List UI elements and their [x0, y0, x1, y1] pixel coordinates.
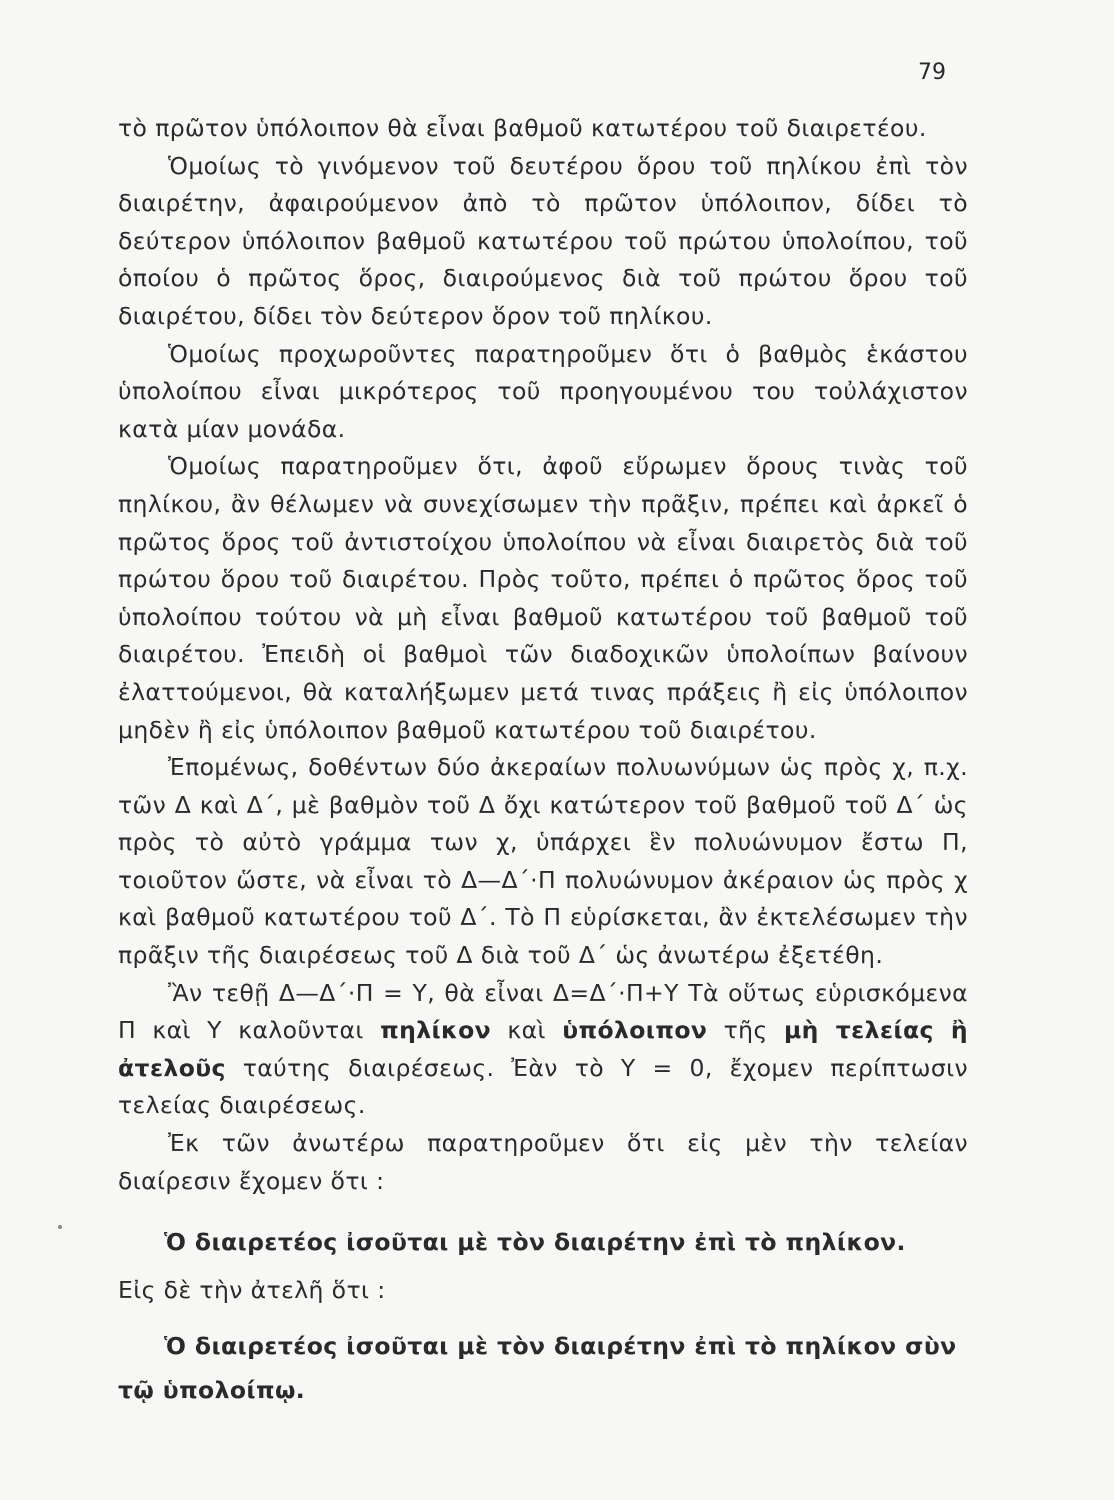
paragraph-quotient-remainder: [118, 975, 968, 1125]
term-quotient: πηλίκον: [380, 1016, 492, 1045]
theorem-imperfect-division: Ὁ διαιρετέος ἰσοῦται μὲ τὸν διαιρέτην ἐπὶ τὸ πηλίκον σὺν τῷ ὑπολοίπῳ.: [118, 1331, 957, 1404]
paragraph-second-term: Ὁμοίως τὸ γινόμενον τοῦ δευτέρου ὅρου τοῦ πηλίκου ἐπὶ τὸν διαιρέτην, ἀφαιρούμενον ἀπὸ τὸ πρῶτον ὑπόλοιπον, δίδει τὸ δεύτερον ὑπόλοιπον βαθμοῦ κατωτέρου τοῦ πρώτου ὑπολοίπου, τοῦ ὁποίου ὁ πρῶτος ὅρος, διαιρούμενος διὰ τοῦ πρώτου ὅρου τοῦ διαιρέτου, δίδει τὸν δεύτερον ὅρον τοῦ πηλίκου.: [118, 151, 968, 330]
paragraph-imperfect: Εἰς δὲ τὴν ἀτελῆ ὅτι :: [118, 1276, 386, 1305]
theorem-perfect-division: Ὁ διαιρετέος ἰσοῦται μὲ τὸν διαιρέτην ἐπὶ τὸ πηλίκον.: [164, 1228, 906, 1257]
paragraph-continuation: τὸ πρῶτον ὑπόλοιπον θὰ εἶναι βαθμοῦ κατωτέρου τοῦ διαιρετέου.: [118, 114, 927, 142]
term-imperfect-division: μὴ τελείας ἢ ἀτελοῦς: [118, 1016, 968, 1082]
term-remainder: ὑπόλοιπον: [562, 1016, 708, 1045]
p6-text-start: Ἂν τεθῇ Δ—Δ΄·Π = Υ, θὰ εἶναι Δ=Δ΄·Π+Υ Τὰ οὕτως εὑρισκόμενα Π καὶ Υ καλοῦνται: [118, 978, 968, 1045]
p6-text-end: ταύτης διαιρέσεως. Ἐὰν τὸ Υ = 0, ἔχομεν περίπτωσιν τελείας διαιρέσεως.: [118, 1053, 968, 1120]
p6-text-mid2: τῆς: [707, 1016, 784, 1045]
paper-speck: [58, 1225, 62, 1229]
paragraph-continue-division: Ὁμοίως παρατηροῦμεν ὅτι, ἀφοῦ εὕρωμεν ὅρους τινὰς τοῦ πηλίκου, ἂν θέλωμεν νὰ συνεχίσωμεν τὴν πρᾶξιν, πρέπει καὶ ἀρκεῖ ὁ πρῶτος ὅρος τοῦ ἀντιστοίχου ὑπολοίπου νὰ εἶναι διαιρετὸς διὰ τοῦ πρώτου ὅρου τοῦ διαιρέτου. Πρὸς τοῦτο, πρέπει ὁ πρῶτος ὅρος τοῦ ὑπολοίπου τούτου νὰ μὴ εἶναι βαθμοῦ κατωτέρου τοῦ βαθμοῦ τοῦ διαιρέτου. Ἐπειδὴ οἱ βαθμοὶ τῶν διαδοχικῶν ὑπολοίπων βαίνουν ἐλαττούμενοι, θὰ καταλήξωμεν μετά τινας πράξεις ἢ εἰς ὑπόλοιπον μηδὲν ἢ εἰς ὑπόλοιπον βαθμοῦ κατωτέρου τοῦ διαιρέτου.: [118, 452, 968, 744]
page-number: 79: [918, 60, 946, 85]
paragraph-observation: Ἐκ τῶν ἀνωτέρω παρατηροῦμεν ὅτι εἰς μὲν τὴν τελείαν διαίρεσιν ἔχομεν ὅτι :: [118, 1129, 968, 1195]
p6-text-mid1: καὶ: [491, 1016, 563, 1045]
body-text: [118, 110, 968, 1412]
paragraph-degree-decrease: Ὁμοίως προχωροῦντες παρατηροῦμεν ὅτι ὁ βαθμὸς ἑκάστου ὑπολοίπου εἶναι μικρότερος τοῦ προηγουμένου του τοὐλάχιστον κατὰ μίαν μονάδα.: [118, 339, 968, 443]
paragraph-polynomials: Ἐπομένως, δοθέντων δύο ἀκεραίων πολυωνύμων ὡς πρὸς χ, π.χ. τῶν Δ καὶ Δ΄, μὲ βαθμὸν τοῦ Δ ὄχι κατώτερον τοῦ βαθμοῦ τοῦ Δ΄ ὡς πρὸς τὸ αὐτὸ γράμμα των χ, ὑπάρχει ἓν πολυώνυμον ἔστω Π, τοιοῦτον ὥστε, νὰ εἶναι τὸ Δ—Δ΄·Π πολυώνυμον ἀκέραιον ὡς πρὸς χ καὶ βαθμοῦ κατωτέρου τοῦ Δ΄. Τὸ Π εὑρίσκεται, ἂν ἐκτελέσωμεν τὴν πρᾶξιν τῆς διαιρέσεως τοῦ Δ διὰ τοῦ Δ΄ ὡς ἀνωτέρω ἐξετέθη.: [118, 753, 968, 970]
